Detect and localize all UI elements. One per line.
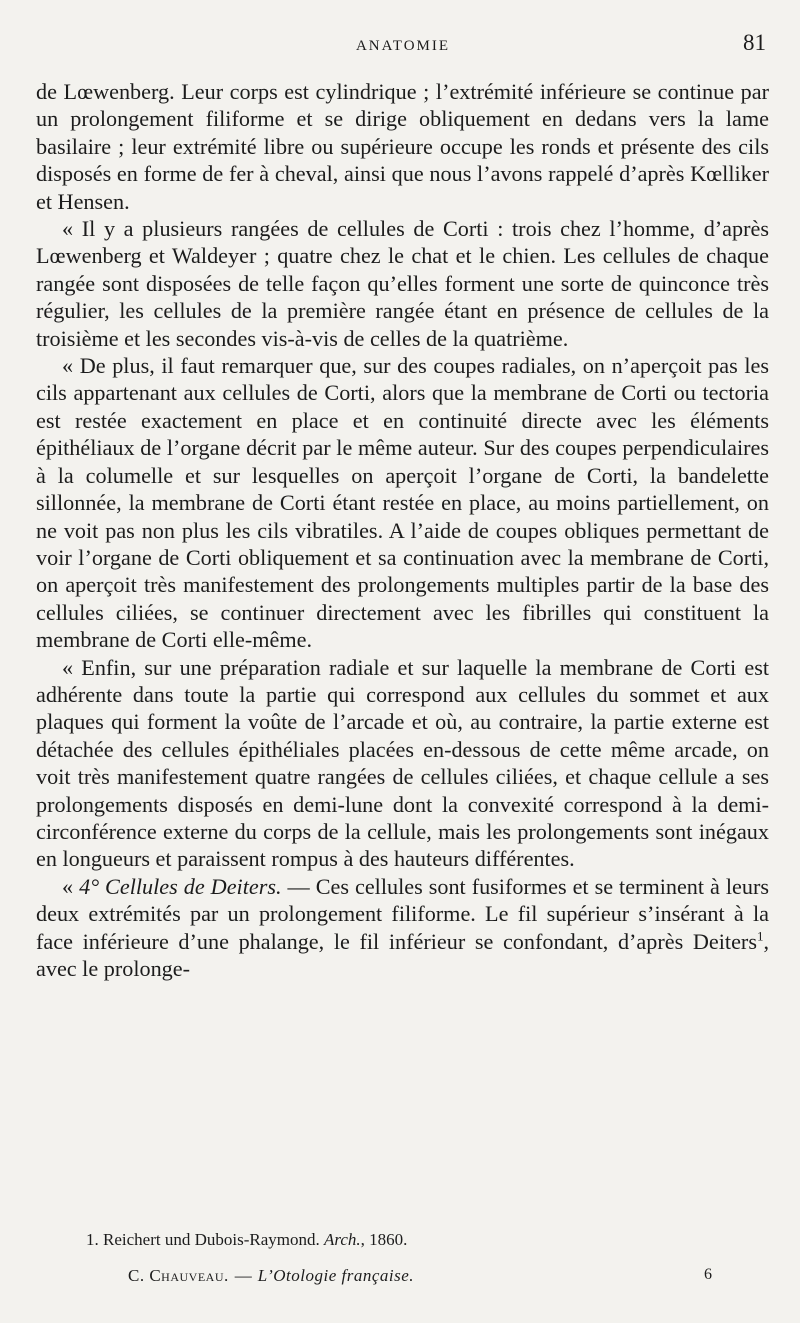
paragraph-radial-sections: « De plus, il faut remarquer que, sur des coupes radiales, on n’aperçoit pas les cils appartenant aux cellules de Corti, alors que la membrane de Corti ou tectoria est restée exactement en place et en continuité directe avec les éléments épithéliaux de l’organe décrit par le même auteur. Sur des coupes perpendiculaires à la columelle et sur lesquelles on aperçoit l’organe de Corti, la bandelette sillonnée, la membrane de Corti étant restée en place, au moins partiellement, on ne voit pas non plus les cils vibratiles. A l’aide de coupes obliques permettant de voir l’organe de Corti obliquement et sa continuation avec la membrane de Corti, on aperçoit très manifestement des prolongements multiples partir de la base des cellules ciliées, se continuer directement avec les fibrilles qui constituent la membrane de Corti elle-même. — [36, 353, 769, 653]
footnote-authors: Reichert und Dubois-Raymond. — [103, 1230, 324, 1249]
section-text: — Ces cellules sont fusiformes et se terminent à leurs deux extrémités par un prolongement filiforme. Le fil supérieur s’insérant à la face inférieure d’une phalange, le fil inférieur se confondant, d’après Deiters — [36, 873, 770, 954]
body-text — [36, 78, 769, 982]
quote-mark: « — [62, 873, 80, 899]
paragraph-radial-preparation: « Enfin, sur une préparation radiale et sur laquelle la membrane de Corti est adhérente dans toute la partie qui correspond aux cellules du sommet et aux plaques qui forment la voûte de l’arcade et où, au contraire, la partie externe est détachée des cellules épithéliales placées en-dessous de cette même arcade, on voit très manifestement quatre rangées de cellules ciliées, et chaque cellule a ses prolongements disposés en demi-lune dont la convexité correspond à la demi-circonférence externe du corps de la cellule, mais les prolongements sont inégaux en longueurs et paraissent rompus à des hauteurs différentes. — [36, 654, 769, 872]
signature-line — [128, 1266, 712, 1290]
section-heading: 4° Cellules de Deiters. — [79, 873, 282, 899]
footnote-journal: Arch. — [323, 1230, 361, 1249]
page-number: 81 — [743, 30, 766, 55]
paragraph-deiters-cells — [36, 873, 769, 983]
footnote-marker: 1. — [86, 1230, 103, 1249]
section-text-end: , avec le prolonge- — [36, 928, 769, 981]
footnote — [86, 1230, 766, 1250]
paragraph-continuation: de Lœwenberg. Leur corps est cylindrique ; l’extrémité inférieure se continue par un prolongement filiforme et se dirige obliquement en dedans vers la lame basilaire ; leur extrémité libre ou supérieure occupe les ronds et présente des cils disposés en forme de fer à cheval, ainsi que nous l’avons rappelé d’après Kœlliker et Hensen. — [36, 79, 769, 214]
signature-title: L’Otologie française. — [257, 1266, 415, 1285]
footnote-year: , 1860. — [360, 1230, 408, 1249]
running-head — [36, 30, 770, 60]
signature-dash: — — [234, 1266, 252, 1285]
signature-author: C. Chauveau. — [128, 1266, 229, 1285]
sheet-number: 6 — [704, 1266, 712, 1283]
running-title: ANATOMIE — [355, 38, 451, 54]
footnote-reference[interactable]: 1 — [756, 928, 764, 944]
paragraph-corti-rows: « Il y a plusieurs rangées de cellules de Corti : trois chez l’homme, d’après Lœwenberg et Waldeyer ; quatre chez le chat et le chien. Les cellules de chaque rangée sont disposées de telle façon qu’elles forment une sorte de quinconce très régulier, les cellules de la première rangée étant en présence de cellules de la troisième et les secondes vis-à-vis de celles de la quatrième. — [36, 216, 769, 351]
